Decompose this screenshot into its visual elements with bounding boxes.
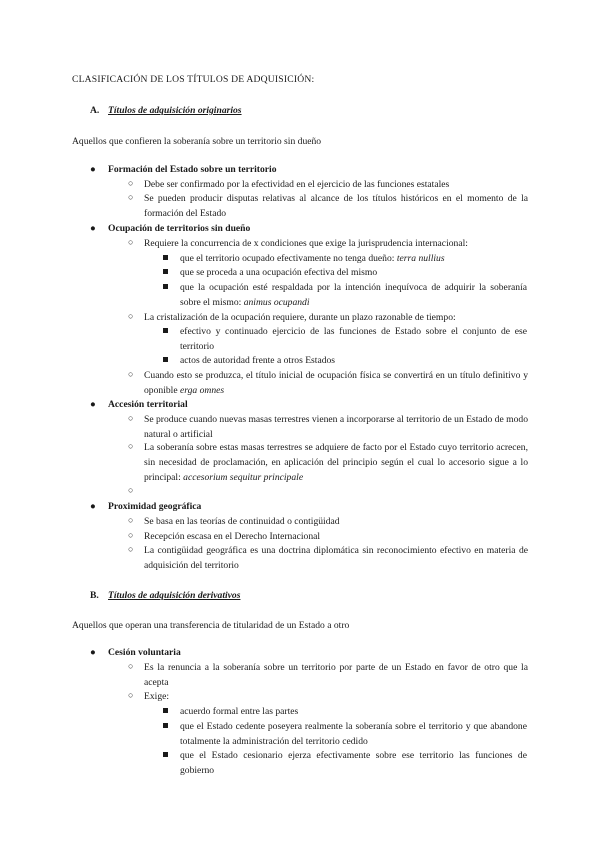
bullet-marker: ● <box>90 223 96 234</box>
latin-term: terra nullius <box>396 253 445 264</box>
list-item <box>128 177 528 192</box>
section-a-title: Títulos de adquisición originarios <box>108 105 242 116</box>
bullet-cesion-label: Cesión voluntaria <box>108 647 181 658</box>
list-item <box>163 704 527 719</box>
circle-marker: ○ <box>128 413 134 423</box>
bullet-ocupacion-label: Ocupación de territorios sin dueño <box>108 223 251 234</box>
list-item <box>128 660 528 690</box>
list-item <box>128 191 528 221</box>
list-item-text: efectivo y continuado ejercicio de las funciones de Estado sobre el conjunto de ese territorio <box>180 326 527 352</box>
latin-term: erga omnes <box>179 385 225 396</box>
list-item <box>163 265 527 280</box>
circle-marker: ○ <box>128 369 134 379</box>
section-b-letter: B. <box>90 590 99 601</box>
list-item-text: que se proceda a una ocupación efectiva del mismo <box>180 267 378 278</box>
list-item <box>128 368 528 398</box>
list-item-text: La soberanía sobre estas masas terrestres se adquiere de facto por el Estado cuyo territorio acrecen, sin necesidad de proclamación, en aplicación del principio según el cual lo accesorio sigue a lo principal: accesorium sequitur principale <box>144 442 528 483</box>
list-item-text: acuerdo formal entre las partes <box>180 706 299 717</box>
bullet-marker: ● <box>90 501 96 512</box>
section-a-intro: Aquellos que confieren la soberanía sobre un territorio sin dueño <box>72 136 322 147</box>
list-item-text: Recepción escasa en el Derecho Internacional <box>144 531 321 542</box>
list-item <box>128 236 528 251</box>
list-item-text: La cristalización de la ocupación requiere, durante un plazo razonable de tiempo: <box>144 312 456 323</box>
list-item <box>128 543 528 573</box>
circle-marker: ○ <box>128 544 134 554</box>
list-item-text: que el territorio ocupado efectivamente no tenga dueño: terra nullius <box>180 253 445 264</box>
section-a-letter: A. <box>90 105 100 116</box>
latin-term: accesorium sequitur principale <box>183 472 304 483</box>
bullet-marker: ● <box>90 164 96 175</box>
circle-marker: ○ <box>128 441 134 451</box>
circle-marker: ○ <box>128 178 134 188</box>
list-item-text: que el Estado cedente poseyera realmente la soberanía sobre el territorio y que abandone totalmente la administración del territorio cedido <box>180 721 527 747</box>
bullet-proximidad-label: Proximidad geográfica <box>108 501 202 512</box>
square-marker <box>163 269 168 274</box>
list-item <box>163 719 527 749</box>
square-marker <box>163 723 168 728</box>
bullet-accesion <box>90 397 530 412</box>
section-b-intro: Aquellos que operan una transferencia de titularidad de un Estado a otro <box>72 620 350 631</box>
list-item-text: Se basa en las teorías de continuidad o contigüidad <box>144 516 340 527</box>
circle-marker: ○ <box>128 485 134 495</box>
list-item-text: La contigüidad geográfica es una doctrina diplomática sin reconocimiento efectivo en materia de adquisición del territorio <box>144 545 528 571</box>
circle-marker: ○ <box>128 237 134 247</box>
list-item-text: que la ocupación esté respaldada por la intención inequívoca de adquirir la soberanía sobre el mismo: animus ocupandi <box>180 282 527 308</box>
list-item <box>163 353 527 368</box>
list-item-text: Se pueden producir disputas relativas al alcance de los títulos históricos en el momento de la formación del Estado <box>144 193 528 219</box>
circle-marker: ○ <box>128 515 134 525</box>
bullet-cesion <box>90 645 530 660</box>
list-item <box>128 310 528 325</box>
list-item-text: Cuando esto se produzca, el título inicial de ocupación física se convertirá en un título definitivo y oponible erga omnes <box>144 370 528 396</box>
list-item-text: actos de autoridad frente a otros Estados <box>180 355 336 366</box>
square-marker <box>163 328 168 333</box>
list-item <box>163 748 527 778</box>
square-marker <box>163 752 168 757</box>
document-title: CLASIFICACIÓN DE LOS TÍTULOS DE ADQUISICIÓN: <box>72 74 315 85</box>
list-item <box>163 280 527 310</box>
circle-marker: ○ <box>128 690 134 700</box>
bullet-marker: ● <box>90 399 96 410</box>
list-item <box>163 251 527 266</box>
list-item <box>128 412 528 442</box>
section-a-heading <box>90 103 242 118</box>
list-item-text: Exige: <box>144 691 170 702</box>
bullet-formacion <box>90 162 530 177</box>
list-item-text: Debe ser confirmado por la efectividad en el ejercicio de las funciones estatales <box>144 179 450 190</box>
list-item-text: Requiere la concurrencia de x condiciones que exige la jurisprudencia internacional: <box>144 238 468 249</box>
list-item <box>163 324 527 354</box>
list-item-text: Es la renuncia a la soberanía sobre un territorio por parte de un Estado en favor de otro que la acepta <box>144 662 528 688</box>
list-item-text: Se produce cuando nuevas masas terrestres vienen a incorporarse al territorio de un Estado de modo natural o artificial <box>144 414 528 440</box>
list-item <box>128 529 528 544</box>
bullet-marker: ● <box>90 647 96 658</box>
circle-marker: ○ <box>128 311 134 321</box>
list-item-text: que el Estado cesionario ejerza efectivamente sobre ese territorio las funciones de gobierno <box>180 750 527 776</box>
circle-marker: ○ <box>128 192 134 202</box>
square-marker <box>163 255 168 260</box>
square-marker <box>163 708 168 713</box>
bullet-formacion-label: Formación del Estado sobre un territorio <box>108 164 277 175</box>
bullet-ocupacion <box>90 221 530 236</box>
list-item <box>128 514 528 529</box>
bullet-proximidad <box>90 499 530 514</box>
section-b-title: Títulos de adquisición derivativos <box>108 590 241 601</box>
section-b-heading <box>90 588 240 603</box>
circle-marker: ○ <box>128 530 134 540</box>
latin-term: animus ocupandi <box>243 297 310 308</box>
list-item <box>128 689 528 704</box>
circle-marker: ○ <box>128 661 134 671</box>
list-item <box>128 440 528 485</box>
square-marker <box>163 357 168 362</box>
bullet-accesion-label: Accesión territorial <box>108 399 188 410</box>
square-marker <box>163 284 168 289</box>
